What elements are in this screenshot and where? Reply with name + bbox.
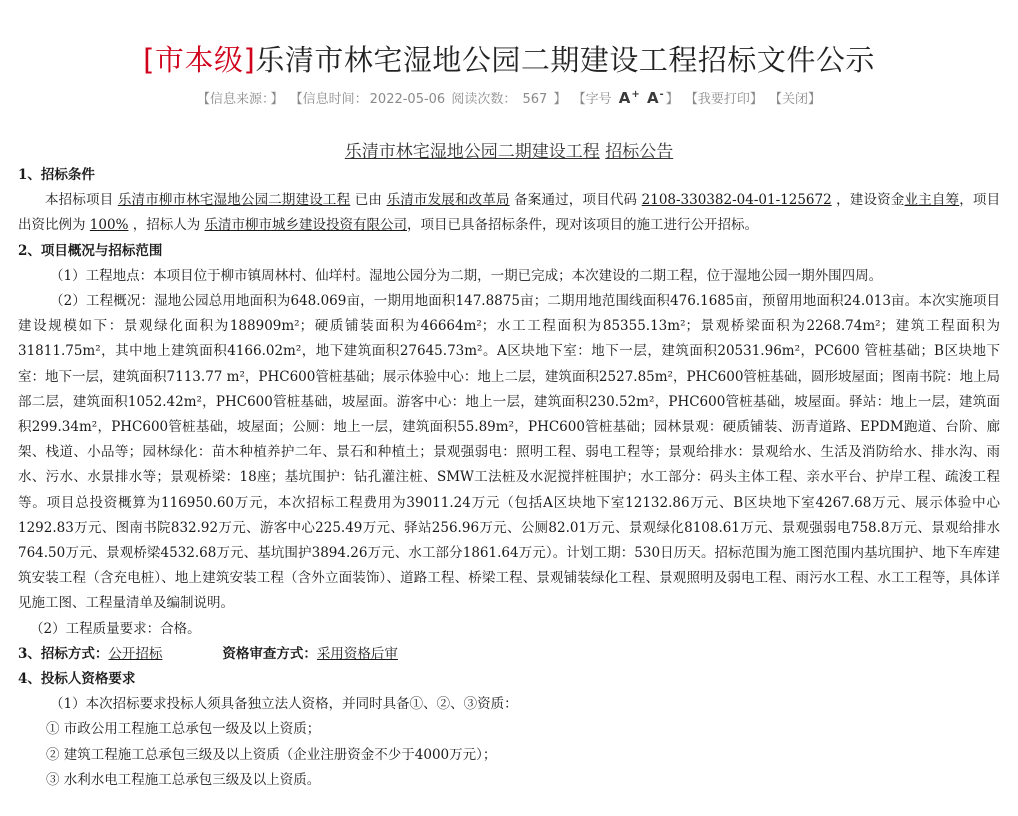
document-body: [18, 163, 1000, 793]
source-close: 】: [270, 92, 284, 107]
font-decrease-button[interactable]: [646, 89, 664, 107]
source-label: 【信息来源：: [196, 92, 269, 107]
title-text: 乐清市林宅湿地公园二期建设工程招标文件公示: [255, 43, 875, 77]
view-count: 567: [522, 92, 548, 107]
s1-text-g: ，建设资金: [836, 192, 905, 209]
section-3-line: [18, 642, 1000, 667]
s1-text-e: 备案通过，项目代码: [514, 192, 638, 209]
section-2-location: （1）工程地点：本项目位于柳市镇周林村、仙垟村。湿地公园分为二期，一期已完成；本次建设的二期工程，位于湿地公园一期外围四周。: [50, 267, 883, 284]
s1-funding-ratio: 100%: [89, 217, 129, 234]
s1-approval-authority: 乐清市发展和改革局: [386, 192, 510, 209]
section-4-heading: 4、投标人资格要求: [18, 671, 136, 688]
section-4-requirement: （1）本次招标要求投标人须具备独立法人资格，并同时具备①、②、③资质：: [50, 696, 518, 713]
notice-suffix: 招标公告: [605, 142, 674, 162]
notice-title: [0, 137, 1018, 162]
notice-project-name: 乐清市林宅湿地公园二期建设工程: [344, 142, 600, 162]
info-bar: [0, 88, 1018, 107]
category-tag: 市本级: [154, 43, 244, 77]
tender-method-value: 公开招标: [108, 645, 163, 662]
section-2-quality: （2）工程质量要求：合格。: [30, 620, 201, 637]
s1-funding-source: 业主自筹: [904, 192, 960, 209]
font-increase-button[interactable]: [618, 89, 640, 107]
s1-text-c: 已由: [354, 192, 383, 209]
s1-text-m: ，项目已具备招标条件，现对该项目的施工进行公开招标。: [407, 217, 758, 234]
qualification-item-1: ① 市政公用工程施工总承包一级及以上资质；: [46, 721, 321, 738]
s1-tenderer: 乐清市柳市城乡建设投资有限公司: [204, 217, 407, 234]
tender-method-label: 3、招标方式：: [18, 645, 109, 662]
review-method-value: 采用资格后审: [316, 645, 398, 662]
title-open-bracket: [: [143, 43, 155, 77]
font-decrease-letter: A: [646, 89, 659, 107]
section-2-overview: （2）工程概况：湿地公园总用地面积为648.069亩，一期用地面积147.8875亩；二期用地范围线面积476.1685亩，预留用地面积24.013亩。本次实施项目建设规模如下：景观绿化面积为188909m²；硬质铺装面积为46664m²；水工工程面积为85355.13m²；景观桥梁面积为2268.74m²；建筑工程面积为31811.75m²，其中地上建筑面积4166.02m²，地下建筑面积27645.73m²。A区块地下室：地下一层，建筑面积20531.96m²，PC600 管桩基础；B区块地下室：地下一层，建筑面积7113.77 m²，PHC600管桩基础；展示体验中心：地上二层，建筑面积2527.85m²，PHC600管桩基础，圆形坡屋面；图南书院：地上局部二层，建筑面积1052.42m²，PHC600管桩基础，坡屋面。游客中心：地上一层，建筑面积230.52m²，PHC600管桩基础，坡屋面。驿站：地上一层，建筑面积299.34m²，PHC600管桩基础，坡屋面；公厕：地上一层，建筑面积55.89m²，PHC600管桩基础；园林景观：硬质铺装、沥青道路、EPDM跑道、台阶、廊架、栈道、小品等；园林绿化：苗木种植养护二年、景石和种植土；景观强弱电：照明工程、弱电工程等；景观给排水：景观给水、生活及消防给水、排水沟、雨水、污水、水景排水等；景观桥梁：18座；基坑围护：钻孔灌注桩、SMW工法桩及水泥搅拌桩围护；水工部分：码头主体工程、亲水平台、护岸工程、疏浚工程等。项目总投资概算为116950.60万元，本次招标工程费用为39011.24万元（包括A区块地下室12132.86万元、B区块地下室4267.68万元、展示体验中心1292.83万元、图南书院832.92万元、游客中心225.49万元、驿站256.96万元、公厕82.01万元、景观绿化8108.61万元、景观强弱电758.8万元、景观给排水764.50万元、景观桥梁4532.68万元、基坑围护3894.26万元、水工部分1861.64万元）。计划工期：530日历天。招标范围为施工图范围内基坑围护、地下车库建筑安装工程（含充电桩）、地上建筑安装工程（含外立面装饰）、道路工程、桥梁工程、景观铺装绿化工程、景观照明及弱电工程、雨污水工程、水工工程等，具体详见施工图、工程量清单及编制说明。: [18, 293, 1001, 612]
font-size-label: 【字号: [572, 92, 612, 107]
font-increase-letter: A: [618, 89, 631, 107]
font-increase-sign: +: [631, 89, 640, 100]
time-label: 【信息时间：: [289, 92, 368, 107]
font-decrease-sign: -: [659, 89, 664, 100]
section-1-heading: 1、招标条件: [18, 167, 95, 183]
s1-project-name: 乐清市柳市林宅湿地公园二期建设工程: [117, 192, 351, 209]
title-close-bracket: ]: [243, 43, 256, 77]
s1-project-code: 2108-330382-04-01-125672: [641, 192, 832, 209]
s1-text-k: ，招标人为: [132, 217, 201, 234]
section-1-paragraph: [18, 188, 1000, 238]
close-link[interactable]: 【关闭】: [769, 92, 822, 107]
qualification-item-3: ③ 水利水电工程施工总承包三级及以上资质。: [46, 771, 321, 788]
section-2-heading: 2、项目概况与招标范围: [18, 242, 163, 259]
review-method-label: 资格审查方式：: [222, 645, 317, 662]
qualification-item-2: ② 建筑工程施工总承包三级及以上资质（企业注册资金不少于4000万元）；: [46, 746, 497, 763]
views-close: 】: [553, 92, 567, 107]
s1-text-a: 本招标项目: [45, 192, 114, 209]
s1-text-i: ，项目出资比例为: [18, 192, 1001, 234]
views-label: 阅读次数：: [451, 92, 517, 107]
font-size-close: 】: [665, 92, 679, 107]
print-link[interactable]: 【我要打印】: [684, 92, 763, 107]
page-title: [0, 38, 1018, 79]
publish-date: 2022-05-06: [369, 92, 446, 107]
